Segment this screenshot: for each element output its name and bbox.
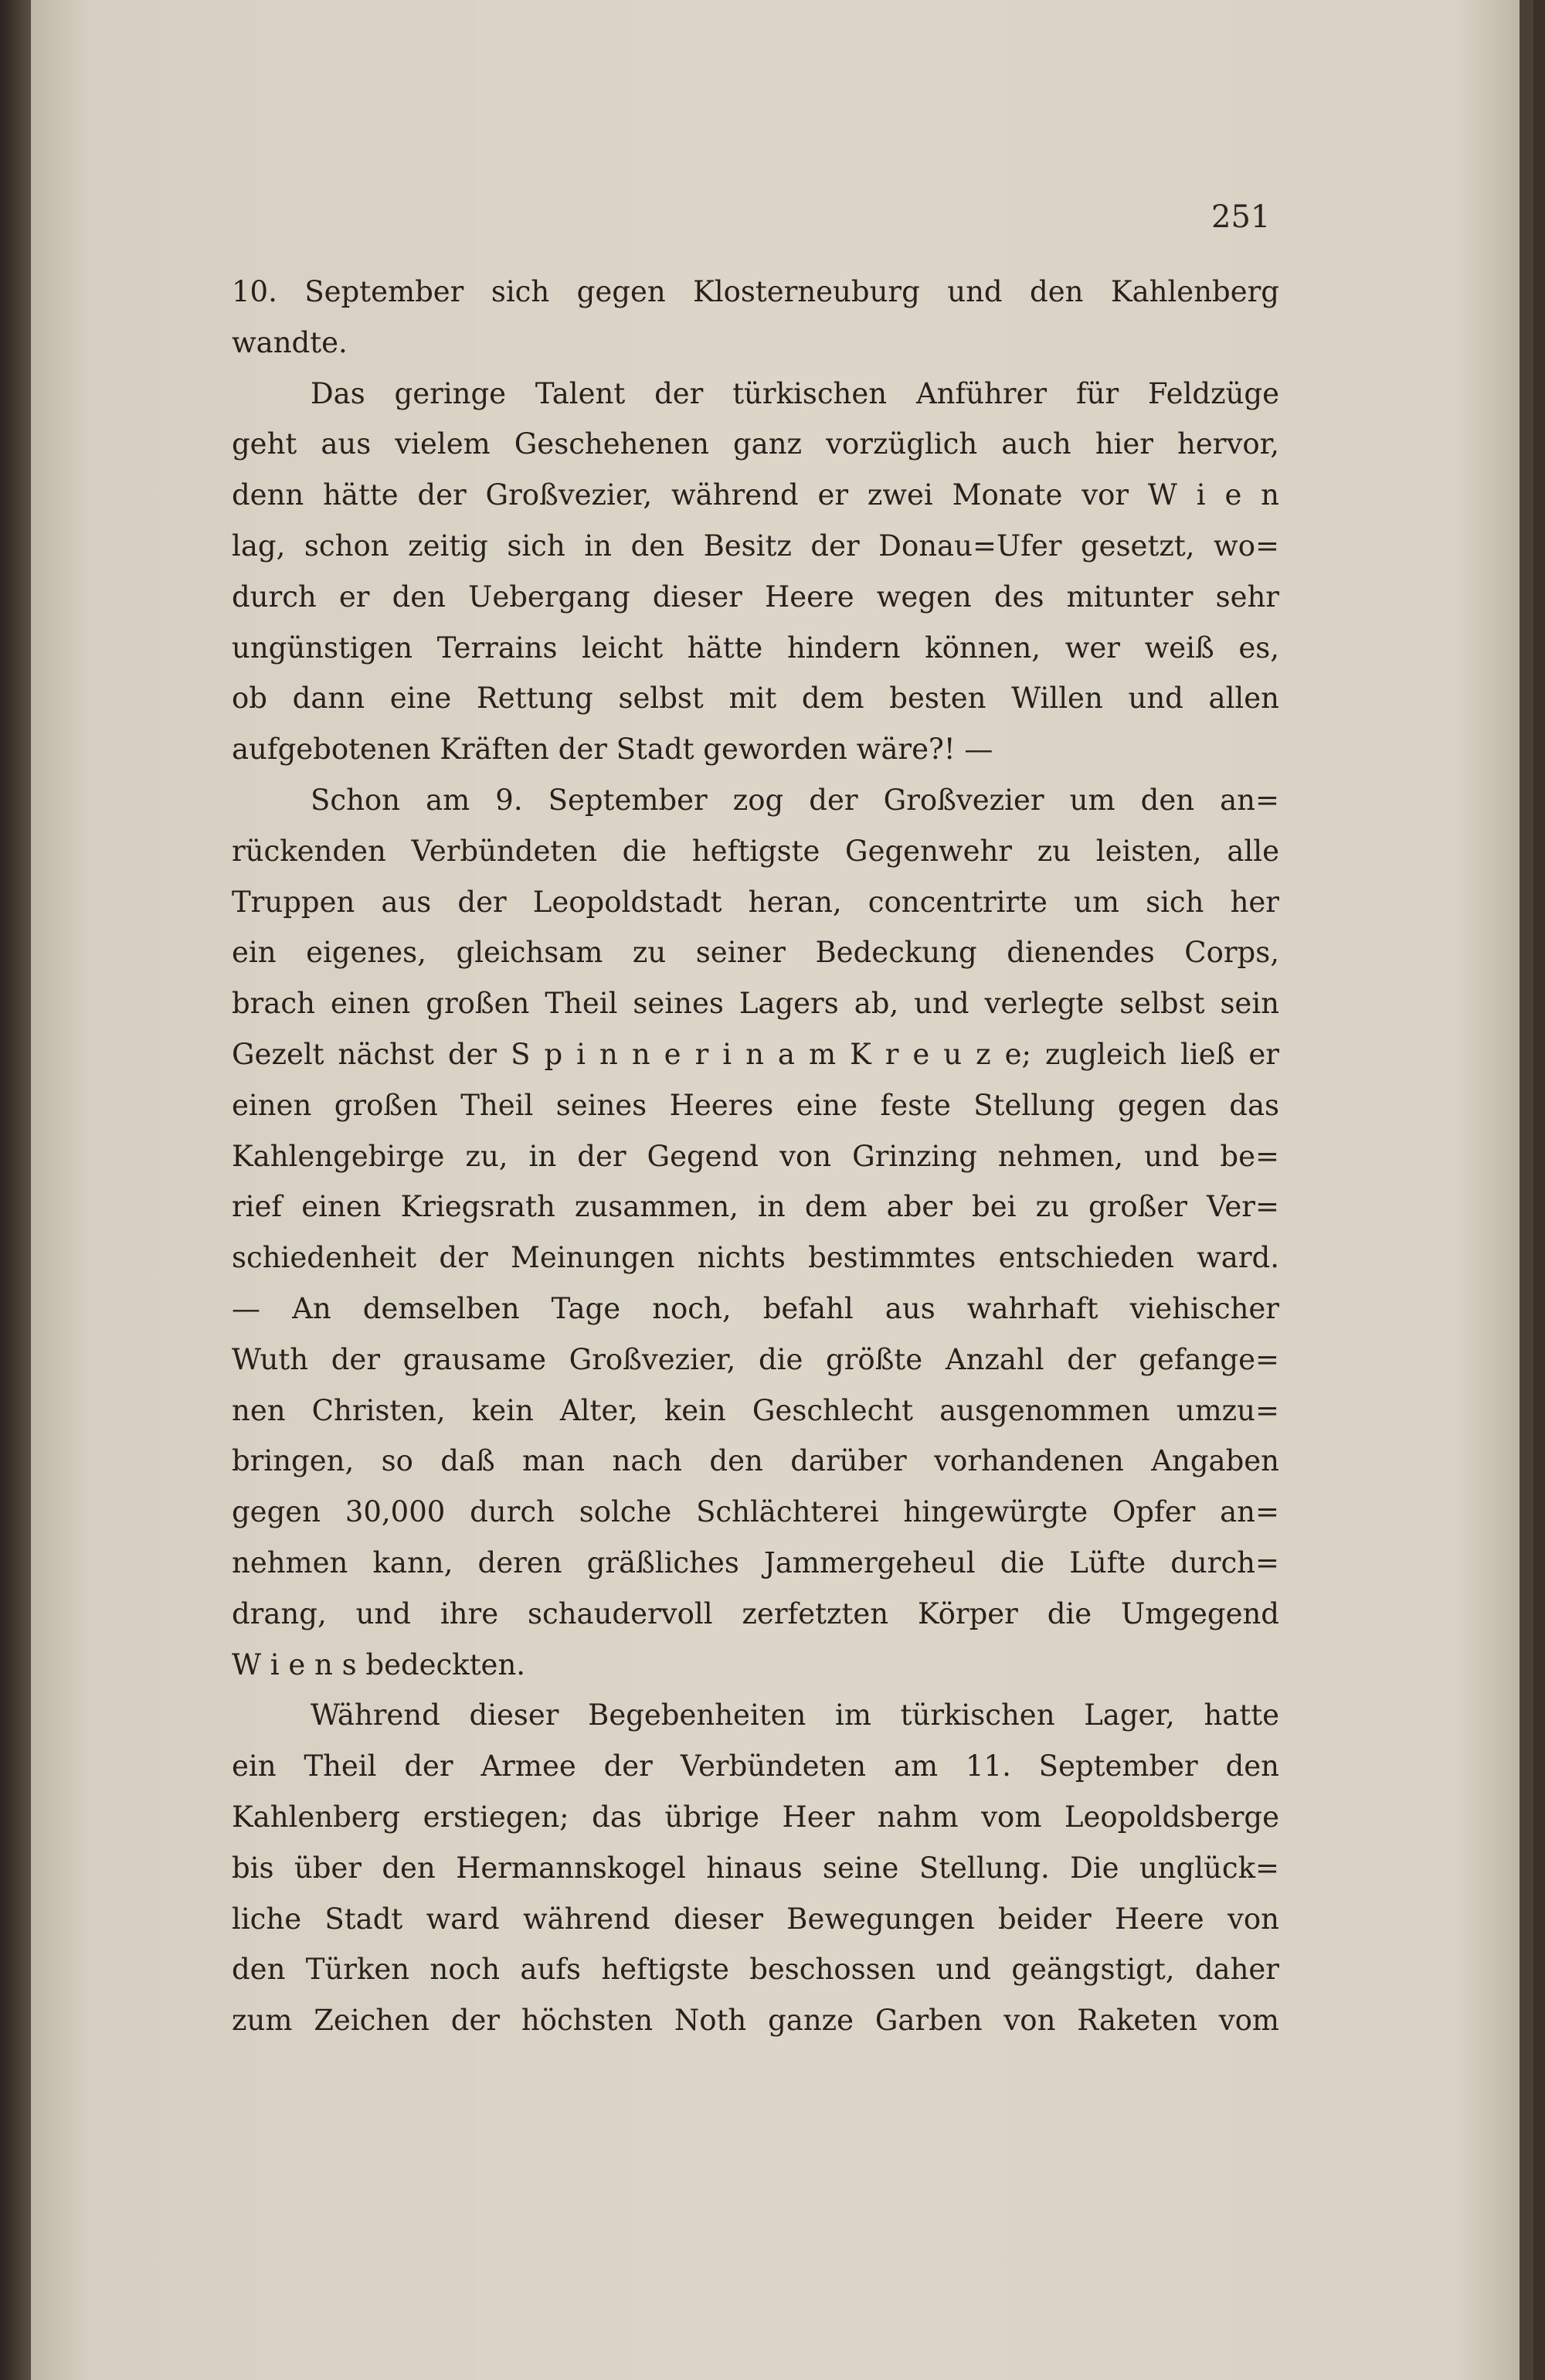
text-line: drang, und ihre schaudervoll zerfetzten Körper die Umgegend: [232, 1596, 1279, 1630]
body-text: [232, 267, 1279, 2046]
text-line: Truppen aus der Leopoldstadt heran, concentrirte um sich her: [232, 885, 1279, 919]
text-line: nehmen kann, deren gräßliches Jammergeheul die Lüfte durch=: [232, 1545, 1279, 1579]
text-line: einen großen Theil seines Heeres eine feste Stellung gegen das: [232, 1088, 1279, 1122]
text-line: nen Christen, kein Alter, kein Geschlecht ausgenommen umzu=: [232, 1393, 1279, 1427]
text-line: Das geringe Talent der türkischen Anführer für Feldzüge: [311, 376, 1279, 410]
text-line: liche Stadt ward während dieser Bewegungen beider Heere von: [232, 1902, 1279, 1936]
text-line: bringen, so daß man nach den darüber vorhandenen Angaben: [232, 1444, 1279, 1478]
text-line: zum Zeichen der höchsten Noth ganze Garben von Raketen vom: [232, 2004, 1279, 2038]
text-line: gegen 30,000 durch solche Schlächterei hingewürgte Opfer an=: [232, 1495, 1279, 1529]
text-line: wandte.: [232, 325, 348, 359]
text-line: rief einen Kriegsrath zusammen, in dem aber bei zu großer Ver=: [232, 1190, 1279, 1224]
text-line: — An demselben Tage noch, befahl aus wahrhaft viehischer: [232, 1291, 1279, 1325]
text-line: schiedenheit der Meinungen nichts bestimmtes entschieden ward.: [232, 1241, 1279, 1275]
text-line: Schon am 9. September zog der Großvezier um den an=: [311, 783, 1279, 817]
text-line: Kahlenberg erstiegen; das übrige Heer nahm vom Leopoldsberge: [232, 1800, 1279, 1834]
text-line: denn hätte der Großvezier, während er zwei Monate vor W i e n: [232, 478, 1279, 512]
text-line: ein eigenes, gleichsam zu seiner Bedeckung dienendes Corps,: [232, 936, 1279, 970]
page-edge: [1520, 0, 1533, 2380]
text-line: geht aus vielem Geschehenen ganz vorzüglich auch hier hervor,: [232, 427, 1279, 461]
text-line: Kahlengebirge zu, in der Gegend von Grinzing nehmen, und be=: [232, 1139, 1279, 1173]
text-line: 10. September sich gegen Klosterneuburg und den Kahlenberg: [232, 275, 1279, 308]
text-line: Während dieser Begebenheiten im türkischen Lager, hatte: [311, 1698, 1279, 1732]
text-line: Gezelt nächst der S p i n n e r i n a m K r e u z e; zugleich ließ er: [232, 1037, 1279, 1071]
text-line: lag, schon zeitig sich in den Besitz der Donau=Ufer gesetzt, wo=: [232, 529, 1279, 563]
text-line: ungünstigen Terrains leicht hätte hindern können, wer weiß es,: [232, 631, 1279, 665]
text-line: aufgebotenen Kräften der Stadt geworden wäre?! —: [232, 733, 993, 767]
text-line: durch er den Uebergang dieser Heere wegen des mitunter sehr: [232, 580, 1279, 614]
text-line: bis über den Hermannskogel hinaus seine Stellung. Die unglück=: [232, 1851, 1279, 1885]
page-number: 251: [1211, 199, 1271, 235]
text-line: W i e n s bedeckten.: [232, 1647, 526, 1681]
text-line: ob dann eine Rettung selbst mit dem besten Willen und allen: [232, 682, 1279, 716]
text-line: Wuth der grausame Großvezier, die größte Anzahl der gefange=: [232, 1342, 1279, 1376]
text-line: den Türken noch aufs heftigste beschossen und geängstigt, daher: [232, 1953, 1279, 1987]
text-line: brach einen großen Theil seines Lagers ab, und verlegte selbst sein: [232, 987, 1279, 1021]
book-spine: [0, 0, 31, 2380]
text-line: rückenden Verbündeten die heftigste Gegenwehr zu leisten, alle: [232, 834, 1279, 868]
text-line: ein Theil der Armee der Verbündeten am 11. September den: [232, 1749, 1279, 1783]
